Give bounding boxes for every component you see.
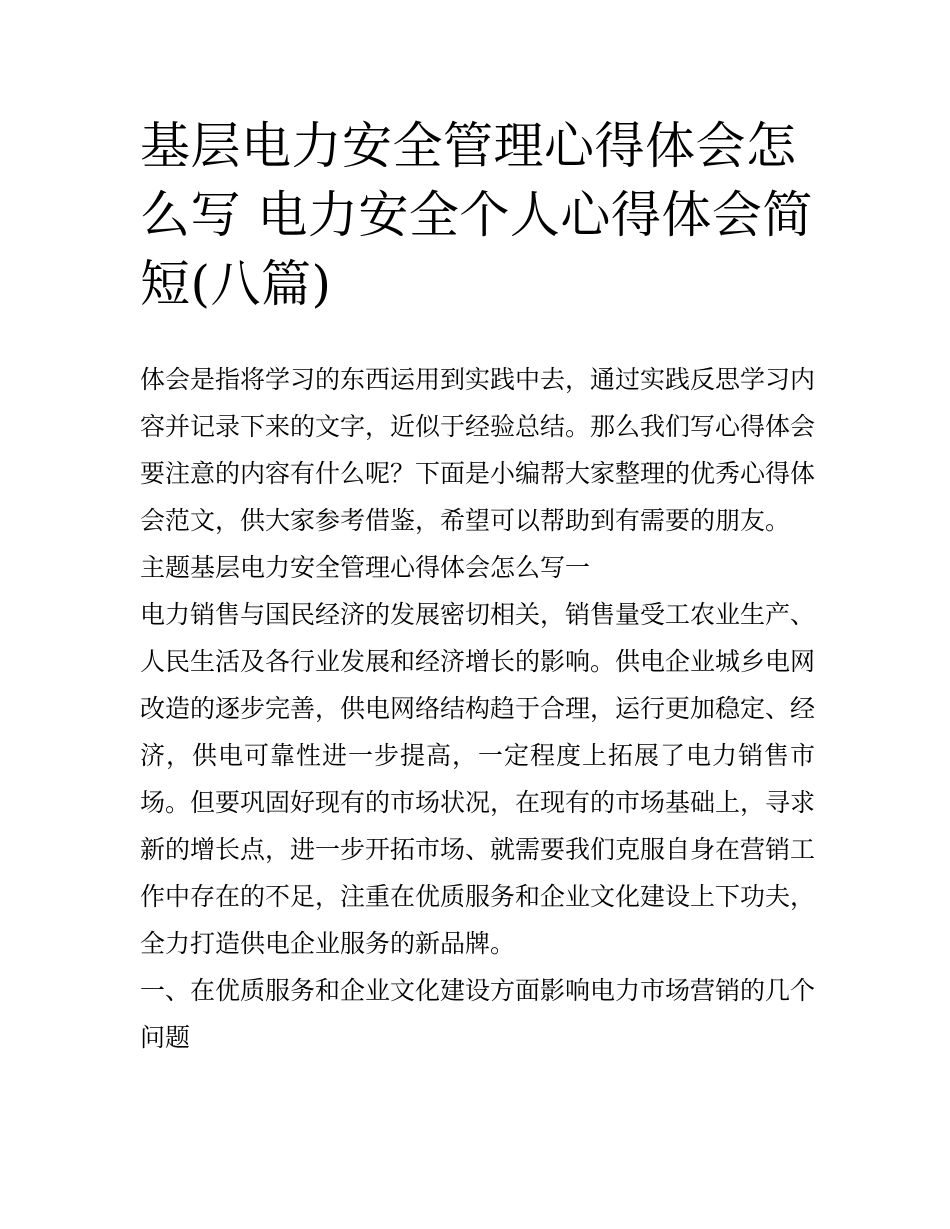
intro-paragraph: 体会是指将学习的东西运用到实践中去，通过实践反思学习内容并记录下来的文字，近似于经验总结。那么我们写心得体会要注意的内容有什么呢？下面是小编帮大家整理的优秀心得体会范文，供大家参考借鉴，希望可以帮助到有需要的朋友。 [140, 365, 816, 535]
document-title: 基层电力安全管理心得体会怎么写 电力安全个人心得体会简短(八篇) [140, 117, 813, 313]
section-heading-2: 一、在优质服务和企业文化建设方面影响电力市场营销的几个问题 [140, 976, 816, 1052]
body-paragraph-1: 电力销售与国民经济的发展密切相关，销售量受工农业生产、人民生活及各行业发展和经济增长的影响。供电企业城乡电网改造的逐步完善，供电网络结构趋于合理，运行更加稳定、经济，供电可靠性进一步提高，一定程度上拓展了电力销售市场。但要巩固好现有的市场状况，在现有的市场基础上，寻求新的增长点，进一步开拓市场、就需要我们克服自身在营销工作中存在的不足，注重在优质服务和企业文化建设上下功夫，全力打造供电企业服务的新品牌。 [140, 600, 816, 958]
section-heading-1: 主题基层电力安全管理心得体会怎么写一 [140, 553, 591, 582]
document-body [140, 356, 815, 1061]
